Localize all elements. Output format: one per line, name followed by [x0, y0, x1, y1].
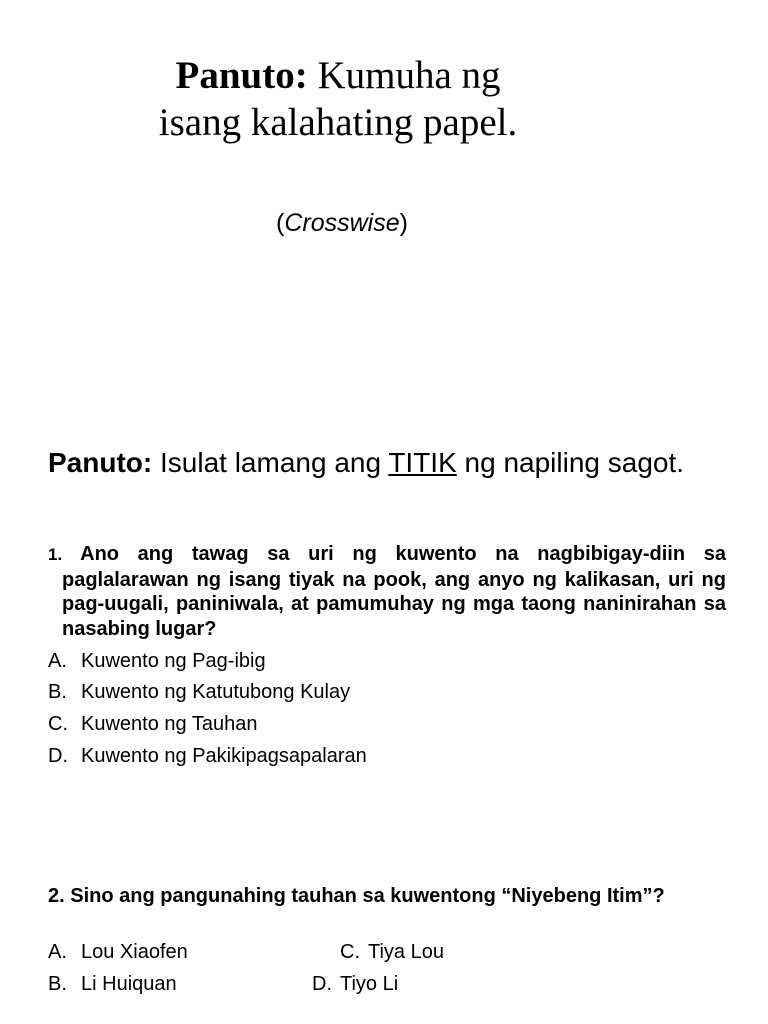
choice-letter: C. [340, 941, 360, 963]
choice-text: Tiyo Li [340, 973, 399, 995]
question-2 [48, 884, 726, 909]
choice-text: Lou Xiaofen [81, 941, 188, 963]
choice-letter: B. [48, 973, 67, 995]
question-number: 1. [48, 545, 63, 564]
choice-1c[interactable] [48, 712, 257, 736]
choice-text: Kuwento ng Pakikipagsapalaran [81, 745, 367, 767]
choice-letter: D. [312, 973, 332, 995]
choice-letter: D. [48, 745, 68, 767]
choice-text: Kuwento ng Katutubong Kulay [81, 681, 351, 703]
choice-1d[interactable] [48, 744, 367, 768]
choice-text: Li Huiquan [81, 973, 177, 995]
choice-text: Kuwento ng Pag-ibig [81, 650, 266, 672]
title-line-1-text: Kumuha ng [307, 54, 501, 97]
question-number: 2. [48, 885, 65, 907]
subtitle-word: Crosswise [284, 209, 400, 237]
subtitle [276, 208, 408, 238]
title-label: Panuto: [175, 54, 308, 97]
instruction [48, 446, 728, 480]
choice-2c[interactable] [340, 940, 444, 964]
subtitle-open-paren: ( [276, 209, 285, 237]
question-text: Ano ang tawag sa uri ng kuwento na nagbibigay-diin sa paglalarawan ng isang tiyak na pook, ang anyo ng kalikasan, uri ng pag-uugali, paniniwala, at pamumuhay ng mga taong naninirahan sa nasabing lugar? [62, 543, 726, 640]
choice-text: Kuwento ng Tauhan [81, 713, 258, 735]
choice-1a[interactable] [48, 649, 266, 673]
title-line-1 [0, 52, 676, 99]
choice-2d[interactable] [312, 972, 398, 996]
choice-2a[interactable] [48, 940, 188, 964]
instruction-label: Panuto: [48, 447, 153, 478]
choice-letter: A. [48, 941, 67, 963]
question-text: Sino ang pangunahing tauhan sa kuwentong “Niyebeng Itim”? [70, 885, 665, 907]
instruction-pre: Isulat lamang ang [152, 447, 389, 478]
instruction-key-word: TITIK [388, 447, 457, 478]
choice-letter: A. [48, 650, 67, 672]
choice-text: Tiya Lou [368, 941, 444, 963]
page-title [0, 52, 676, 146]
title-line-2: isang kalahating papel. [158, 101, 518, 144]
instruction-post: ng napiling sagot. [456, 447, 685, 478]
question-1 [48, 542, 726, 641]
choice-2b[interactable] [48, 972, 177, 996]
choice-1b[interactable] [48, 680, 350, 704]
choice-letter: C. [48, 713, 68, 735]
choice-letter: B. [48, 681, 67, 703]
subtitle-close-paren: ) [399, 209, 408, 237]
